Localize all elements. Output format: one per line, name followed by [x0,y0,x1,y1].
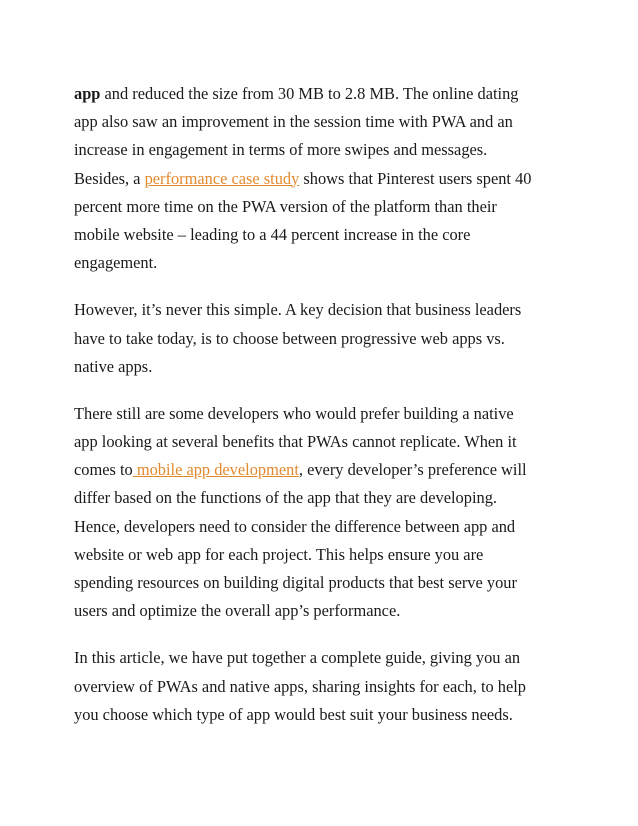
text-line: engagement. [74,253,158,273]
bold-word: app [74,84,101,103]
text-line: There still are some developers who would prefer building a native [74,403,514,423]
line-text: comes to [74,460,133,480]
paragraph-article-guide [74,644,574,729]
text-line: increase in engagement in terms of more swipes and messages. [74,140,488,160]
line-text: Besides, a [74,168,145,188]
text-line: have to take today, is to choose between progressive web apps vs. [74,328,505,348]
text-line: Hence, developers need to consider the difference between app and [74,516,516,536]
text-line: spending resources on building digital products that best serve your [74,573,517,592]
text-line: you choose which type of app would best suit your business needs. [74,704,513,724]
text-line: mobile website – leading to a 44 percent increase in the core [74,224,471,244]
text-line: app looking at several benefits that PWAs cannot replicate. When it [74,432,517,452]
paragraph-key-decision [74,296,574,381]
performance-case-study-link[interactable]: performance case study [144,168,300,188]
text-line: users and optimize the overall app’s performance. [74,601,401,621]
line-text: and reduced the size from 30 MB to 2.8 MB. The online dating [100,84,519,103]
text-line [74,165,574,193]
paragraph-native-preference [74,400,574,626]
text-line: overview of PWAs and native apps, sharing insights for each, to help [74,676,527,696]
text-line: website or web app for each project. This helps ensure you are [74,544,484,564]
line-text: shows that Pinterest users spent 40 [299,168,532,188]
text-line: native apps. [74,356,153,376]
text-line: percent more time on the PWA version of the platform than their [74,196,497,216]
paragraph-pwa-results [74,80,574,277]
text-line: app also saw an improvement in the session time with PWA and an [74,112,513,132]
text-line: However, it’s never this simple. A key decision that business leaders [74,300,522,320]
line-text: , every developer’s preference will [298,460,527,480]
mobile-app-development-link[interactable]: mobile app development [132,460,299,480]
document-page [74,80,574,748]
text-line: In this article, we have put together a complete guide, giving you an [74,648,521,668]
text-line [74,456,574,484]
text-line: differ based on the functions of the app that they are developing. [74,488,497,508]
text-line [74,80,574,108]
